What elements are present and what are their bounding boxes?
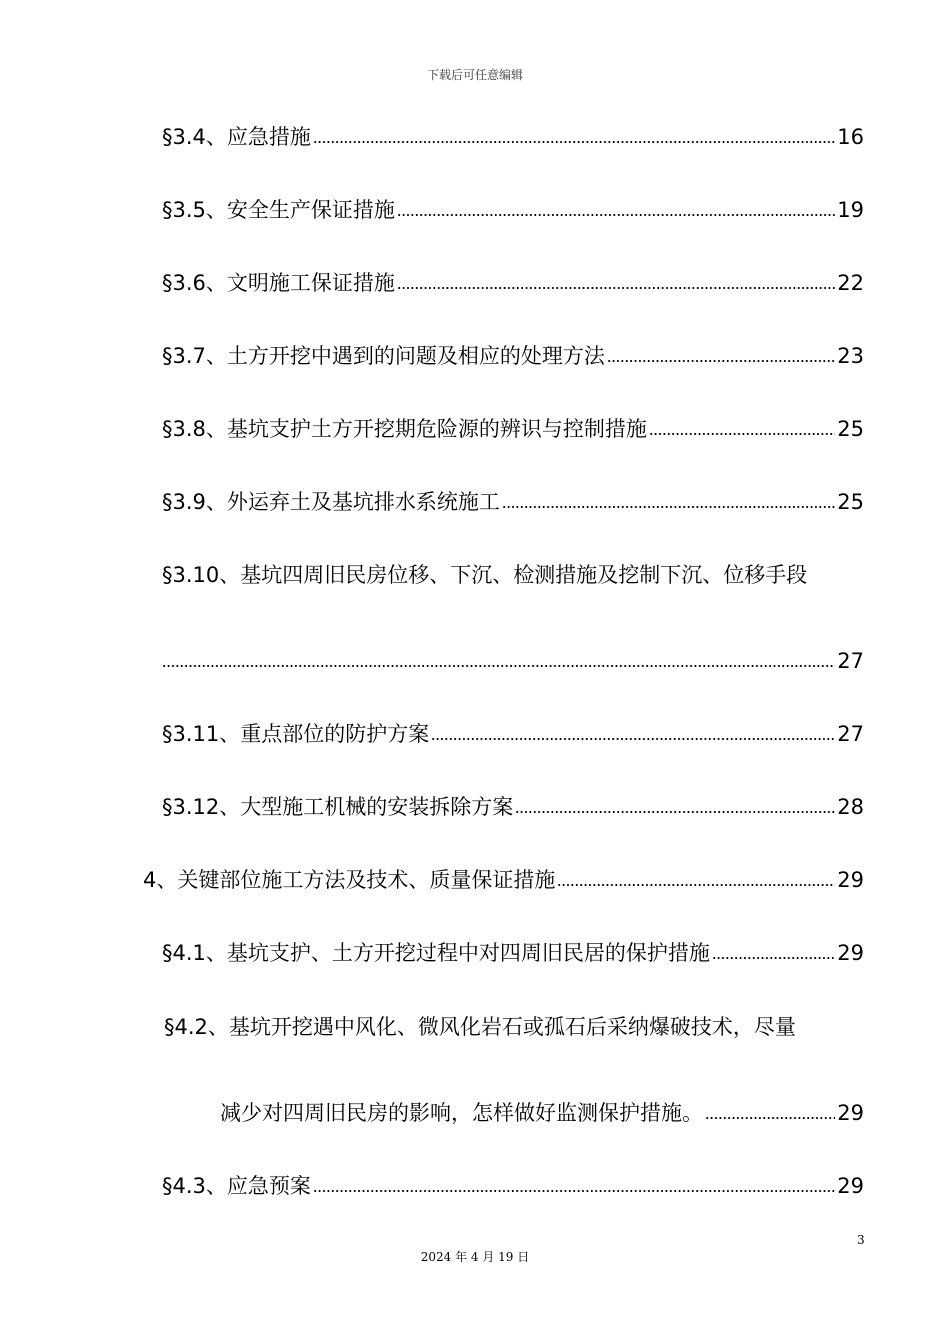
toc-entry-title: §3.10、基坑四周旧民房位移、下沉、检测措施及挖制下沉、位移手段	[162, 563, 808, 587]
footer-page-number: 3	[857, 1233, 865, 1247]
toc-entry-wrapped-first-line[interactable]	[164, 1010, 864, 1040]
toc-entry[interactable]	[162, 1169, 864, 1199]
toc-dot-leader	[502, 504, 835, 510]
toc-entry-page: 25	[837, 417, 864, 441]
toc-entry-page: 16	[837, 125, 864, 149]
toc-entry-title: §3.9、外运弃土及基坑排水系统施工	[162, 490, 500, 514]
toc-entry-title: §3.8、基坑支护土方开挖期危险源的辨识与控制措施	[162, 417, 647, 441]
toc-entry-page: 29	[837, 1101, 864, 1125]
toc-entry-title: §3.11、重点部位的防护方案	[162, 722, 430, 746]
toc-dot-leader	[705, 1115, 835, 1121]
toc-entry-page: 23	[837, 344, 864, 368]
toc-entry-wrapped-second-line[interactable]	[220, 1096, 864, 1126]
toc-entry-page: 29	[837, 941, 864, 965]
toc-entry-page: 25	[837, 490, 864, 514]
toc-entry-page: 19	[837, 198, 864, 222]
toc-entry[interactable]	[162, 412, 864, 442]
toc-entry-page: 29	[837, 1174, 864, 1198]
toc-dot-leader	[607, 358, 835, 364]
toc-entry[interactable]	[162, 193, 864, 223]
toc-entry-wrapped-second-line[interactable]	[162, 644, 864, 674]
toc-entry-page: 27	[837, 649, 864, 673]
toc-entry[interactable]	[162, 339, 864, 369]
toc-entry[interactable]	[162, 120, 864, 150]
toc-entry-title: §3.4、应急措施	[162, 125, 311, 149]
toc-entry[interactable]	[162, 790, 864, 820]
toc-entry-page: 22	[837, 271, 864, 295]
toc-dot-leader	[397, 212, 835, 218]
toc-entry-chapter[interactable]	[143, 863, 864, 893]
toc-entry-wrapped-first-line[interactable]	[162, 558, 864, 588]
toc-entry[interactable]	[162, 936, 864, 966]
toc-entry[interactable]	[162, 266, 864, 296]
toc-dot-leader	[712, 955, 835, 961]
toc-entry-title: §4.3、应急预案	[162, 1174, 311, 1198]
toc-entry-title: 4、关键部位施工方法及技术、质量保证措施	[143, 868, 556, 892]
toc-entry-title: §4.1、基坑支护、土方开挖过程中对四周旧民居的保护措施	[162, 941, 710, 965]
toc-dot-leader	[649, 431, 835, 437]
page-header: 下载后可任意编辑	[426, 68, 523, 82]
toc-entry-title-continued: 减少对四周旧民房的影响，怎样做好监测保护措施。	[220, 1101, 703, 1125]
toc-entry-title: §3.7、土方开挖中遇到的问题及相应的处理方法	[162, 344, 605, 368]
toc-dot-leader	[431, 736, 835, 742]
toc-entry-title: §4.2、基坑开挖遇中风化、微风化岩石或孤石后采纳爆破技术，尽量	[164, 1015, 796, 1039]
toc-entry[interactable]	[162, 717, 864, 747]
toc-entry[interactable]	[162, 485, 864, 515]
toc-entry-page: 27	[837, 722, 864, 746]
toc-entry-title: §3.12、大型施工机械的安装拆除方案	[162, 795, 514, 819]
toc-entry-title: §3.5、安全生产保证措施	[162, 198, 395, 222]
toc-entry-page: 28	[837, 795, 864, 819]
toc-dot-leader	[313, 1188, 835, 1194]
toc-dot-leader	[515, 809, 835, 815]
toc-dot-leader	[162, 663, 835, 669]
toc-dot-leader	[313, 139, 835, 145]
toc-dot-leader	[557, 882, 835, 888]
toc-entry-page: 29	[837, 868, 864, 892]
footer-date: 2024 年 4 月 19 日	[420, 1250, 530, 1264]
toc-entry-title: §3.6、文明施工保证措施	[162, 271, 395, 295]
toc-dot-leader	[397, 285, 835, 291]
